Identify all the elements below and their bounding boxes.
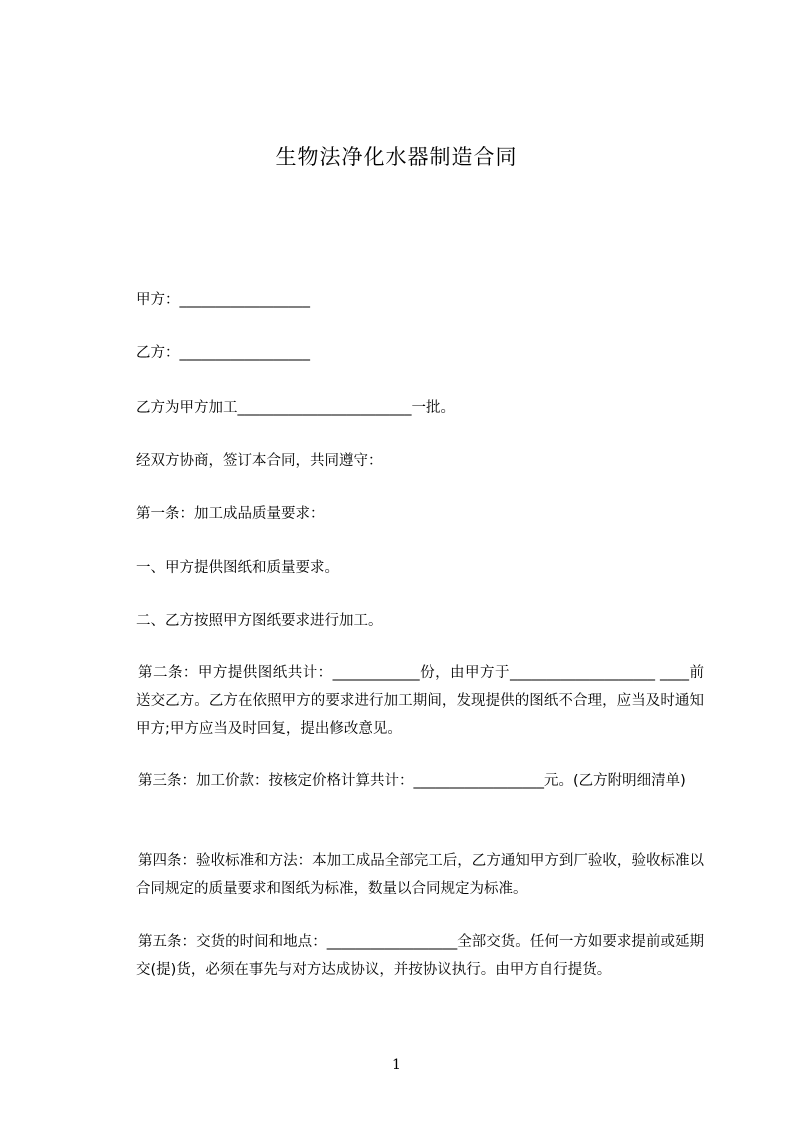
page-number: 1 (392, 1057, 401, 1073)
article-4: 第四条：验收标准和方法：本加工成品全部完工后，乙方通知甲方到厂验收，验收标准以合同规定的质量要求和图纸为标准，数量以合同规定为标准。 (136, 853, 704, 897)
article-1-heading: 第一条：加工成品质量要求： (136, 506, 325, 522)
agreement-intro: 经双方协商，签订本合同，共同遵守： (136, 453, 383, 469)
article-1-item-1: 一、甲方提供图纸和质量要求。 (136, 560, 339, 576)
article-5: 第五条：交货的时间和地点：__________________全部交货。任何一方如要求提前或延期交(提)货，必须在事先与对方达成协议，并按协议执行。由甲方自行提货。 (136, 934, 704, 978)
article-1-item-2: 二、乙方按照甲方图纸要求进行加工。 (136, 613, 383, 629)
processing-item-line: 乙方为甲方加工________________________一批。 (136, 400, 455, 416)
document-title: 生物法净化水器制造合同 (275, 145, 518, 169)
article-2: 第二条：甲方提供图纸共计：____________份，由甲方于____________________ ____前送交乙方。乙方在依照甲方的要求进行加工期间，发现提供的图纸不合理，应当及时通知甲方;甲方应当及时回复，提出修改意见。 (136, 665, 704, 737)
party-b-line: 乙方：__________________ (136, 345, 310, 361)
party-a-line: 甲方：__________________ (136, 292, 310, 308)
article-3: 第三条：加工价款：按核定价格计算共计：__________________元。(乙方附明细清单) (138, 773, 686, 789)
